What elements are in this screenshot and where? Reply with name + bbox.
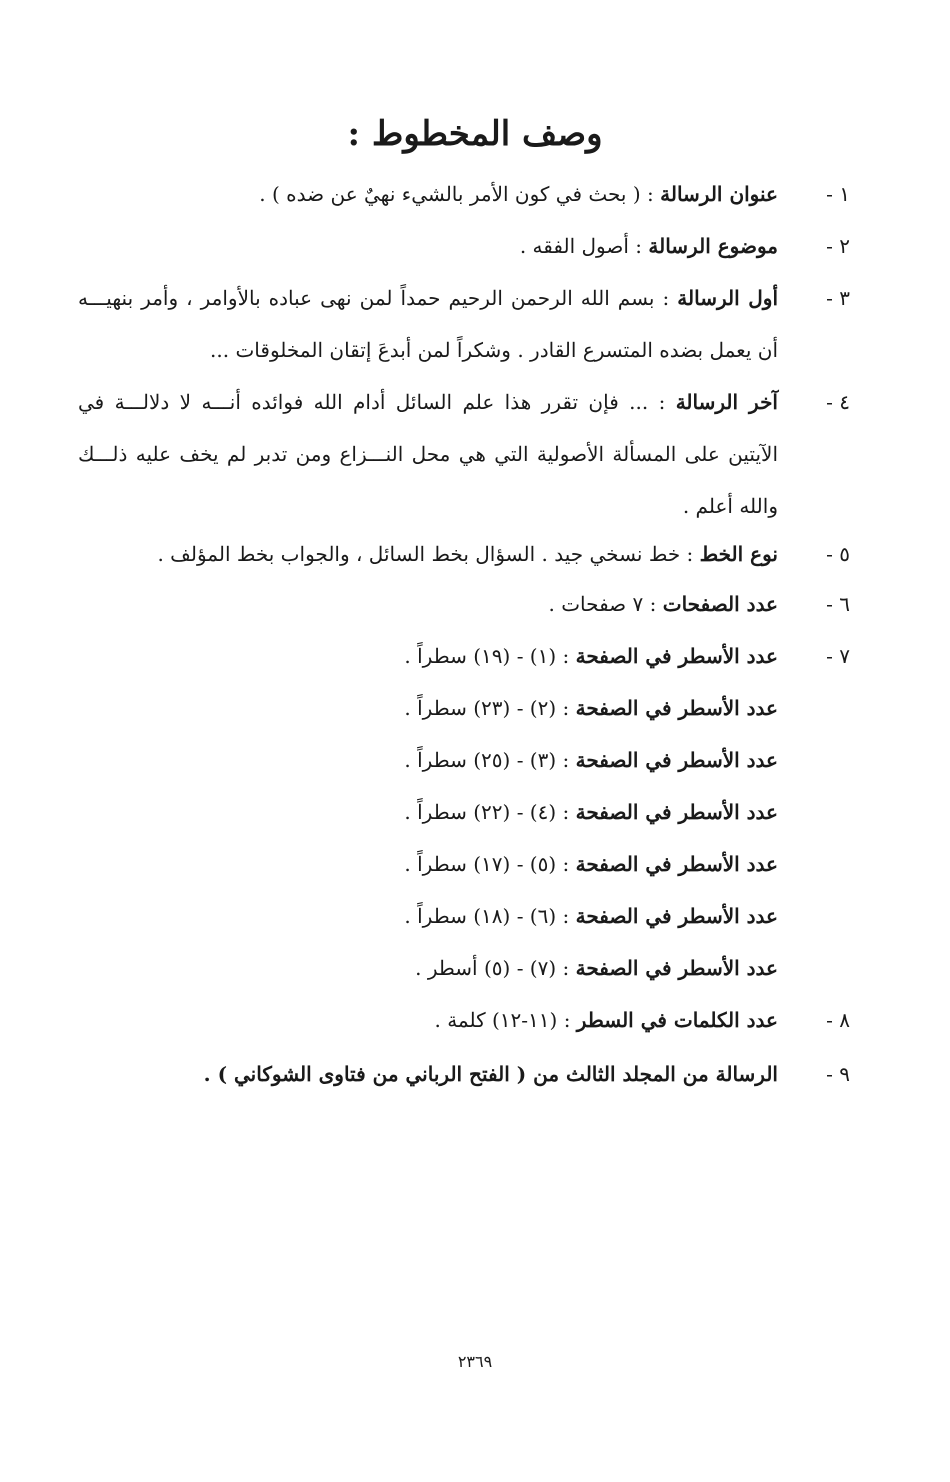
page-line-label: عدد الأسطر في الصفحة [575, 696, 778, 720]
page-line-text: : (٥) - (١٧) سطراً . [404, 852, 570, 876]
item-text-line: أن يعمل بضده المتسرع القادر . وشكراً لمن أبدعَ إتقان المخلوقات ... [210, 338, 778, 362]
item-number: ٦ - [826, 592, 850, 616]
item-text: : (١) - (١٩) سطراً . [404, 644, 570, 668]
item-label: عدد الكلمات في السطر [576, 1008, 778, 1032]
page-line-text: : (٣) - (٢٥) سطراً . [404, 748, 570, 772]
item-number: ٨ - [826, 1008, 850, 1032]
item-text: : بسم الله الرحمن الرحيم حمداً لمن نهى عباده بالأوامر ، وأمر بنهيـــه [78, 286, 670, 310]
item-number: ٢ - [826, 234, 850, 258]
item-label: آخر الرسالة [675, 390, 778, 414]
item-text: : ... فإن تقرر هذا علم السائل أدام الله فوائده أنـــه لا دلالـــة في [78, 390, 666, 414]
item-number: ١ - [826, 182, 850, 206]
item-text-line: الآيتين على المسألة الأصولية التي هي محل النـــزاع ومن تدبر لم يخف عليه ذلـــك [78, 442, 778, 466]
page-line-count [78, 838, 778, 890]
item-text: : (١١-١٢) كلمة . [434, 1008, 571, 1032]
page-line-count [78, 734, 778, 786]
item-label: نوع الخط [699, 542, 778, 566]
page-number: ٢٣٦٩ [457, 1352, 493, 1371]
item-label: عنوان الرسالة [660, 182, 778, 206]
item-label: عدد الصفحات [662, 592, 778, 616]
item-label: عدد الأسطر في الصفحة [575, 644, 778, 668]
item-label: موضوع الرسالة [648, 234, 778, 258]
page-line-text: : (٧) - (٥) أسطر . [415, 956, 570, 980]
item-number: ٥ - [826, 542, 850, 566]
item-text: : أصول الفقه . [519, 234, 643, 258]
item-label: الرسالة من المجلد الثالث من ( الفتح الرباني من فتاوى الشوكاني ) . [203, 1062, 778, 1086]
page-line-label: عدد الأسطر في الصفحة [575, 852, 778, 876]
page-line-label: عدد الأسطر في الصفحة [575, 956, 778, 980]
item-number: ٤ - [826, 390, 850, 414]
item-text: : ( بحث في كون الأمر بالشيء نهيٌ عن ضده ) . [259, 182, 654, 206]
page-line-count [78, 942, 778, 994]
page-line-label: عدد الأسطر في الصفحة [575, 904, 778, 928]
item-number: ٩ - [826, 1062, 850, 1086]
page-line-label: عدد الأسطر في الصفحة [575, 748, 778, 772]
page-title: وصف المخطوط : [347, 114, 603, 154]
item-number: ٧ - [826, 644, 850, 668]
item-text: : خط نسخي جيد . السؤال بخط السائل ، والجواب بخط المؤلف . [157, 542, 694, 566]
page-line-count [78, 682, 778, 734]
page-line-text: : (٦) - (١٨) سطراً . [404, 904, 570, 928]
page-line-count [78, 890, 778, 942]
item-label: أول الرسالة [677, 286, 779, 310]
page-line-text: : (٢) - (٢٣) سطراً . [404, 696, 570, 720]
page-line-count [78, 786, 778, 838]
page-line-label: عدد الأسطر في الصفحة [575, 800, 778, 824]
item-number: ٣ - [826, 286, 850, 310]
page-line-text: : (٤) - (٢٢) سطراً . [404, 800, 570, 824]
item-text-line: والله أعلم . [682, 494, 778, 518]
item-text: : ٧ صفحات . [548, 592, 657, 616]
